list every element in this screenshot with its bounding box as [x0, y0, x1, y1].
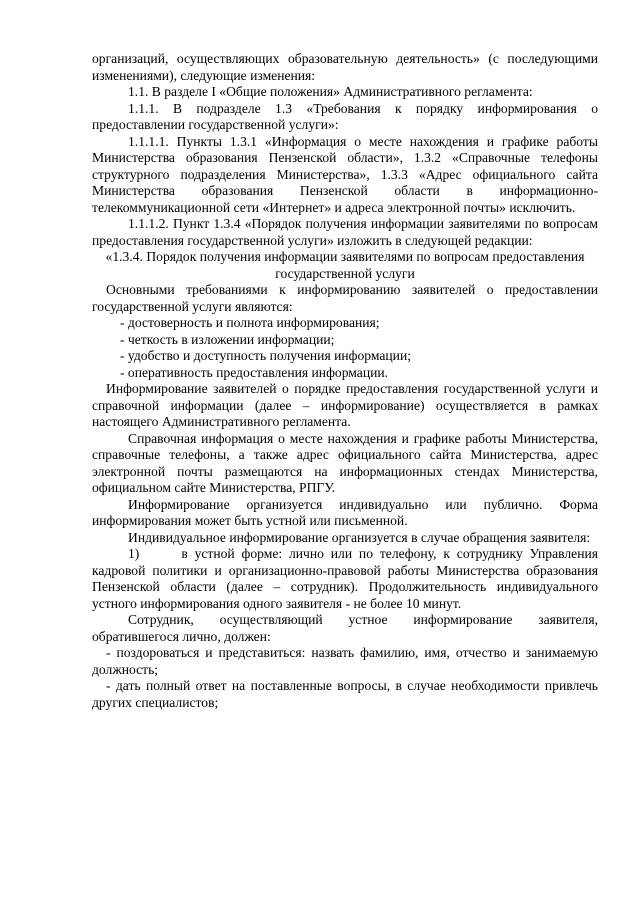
bullet-item: - удобство и доступность получения информации;	[120, 348, 411, 363]
paragraph-section-1-1-1-2: 1.1.1.2. Пункт 1.3.4 «Порядок получения информации заявителями по вопросам предоставления государственной услуги» изложить в следующей редакции:	[92, 216, 598, 248]
paragraph-oral-form	[92, 546, 598, 612]
paragraph-answer: - дать полный ответ на поставленные вопросы, в случае необходимости привлечь других специалистов;	[92, 678, 598, 710]
document-page	[92, 51, 598, 711]
paragraph-section-1-1-1: 1.1.1. В подразделе 1.3 «Требования к порядку информирования о предоставлении государственной услуги»:	[92, 100, 598, 132]
paragraph-informing-forms: Информирование организуется индивидуально или публично. Форма информирования может быть устной или письменной.	[92, 496, 598, 528]
paragraph-individual-informing: Индивидуальное информирование организуется в случае обращения заявителя:	[128, 529, 591, 545]
bullet-item: - оперативность предоставления информации.	[120, 364, 389, 380]
bullet-item: - достоверность и полнота информирования;	[120, 315, 380, 330]
paragraph-section-1-1-1-1: 1.1.1.1. Пункты 1.3.1 «Информация о месте нахождения и графике работы Министерства образования Пензенской области», 1.3.2 «Справочные телефоны структурного подразделения Министерства», 1.3.3 «Адрес официального сайта Министерства образования Пензенской области в информационно-телекоммуникационной сети «Интернет» и адреса электронной почты» исключить.	[92, 133, 598, 215]
list-item-text: в устной форме: лично или по телефону, к сотруднику Управления кадровой политики и организационно-правовой работы Министерства образования Пензенской области (далее – сотрудник). Продолжительность индивидуального устного информирования одного заявителя - не более 10 минут.	[92, 546, 598, 611]
paragraph-reference-info: Справочная информация о месте нахождения и графике работы Министерства, справочные телефоны, а также адрес официального сайта Министерства, адрес электронной почты размещаются на информационных стендах Министерства, официальном сайте Министерства, РПГУ.	[92, 430, 598, 495]
paragraph-requirements: Основными требованиями к информированию заявителей о предоставлении государственной услуги являются:	[92, 282, 598, 314]
section-heading: «1.3.4. Порядок получения информации заявителями по вопросам предоставления государственной услуги	[105, 249, 585, 281]
list-number: 1)	[128, 546, 140, 561]
paragraph-employee-duties: Сотрудник, осуществляющий устное информирование заявителя, обратившегося лично, должен:	[92, 612, 598, 644]
paragraph-greet: - поздороваться и представиться: назвать фамилию, имя, отчество и занимаемую должность;	[92, 645, 598, 677]
paragraph-intro: организаций, осуществляющих образовательную деятельность» (с последующими изменениями), следующие изменения:	[92, 51, 598, 83]
bullet-item: - четкость в изложении информации;	[120, 331, 335, 347]
paragraph-section-1-1: 1.1. В разделе I «Общие положения» Административного регламента:	[128, 84, 533, 99]
paragraph-informing: Информирование заявителей о порядке предоставления государственной услуги и справочной информации (далее – информирование) осуществляется в рамках настоящего Административного регламента.	[92, 381, 598, 429]
